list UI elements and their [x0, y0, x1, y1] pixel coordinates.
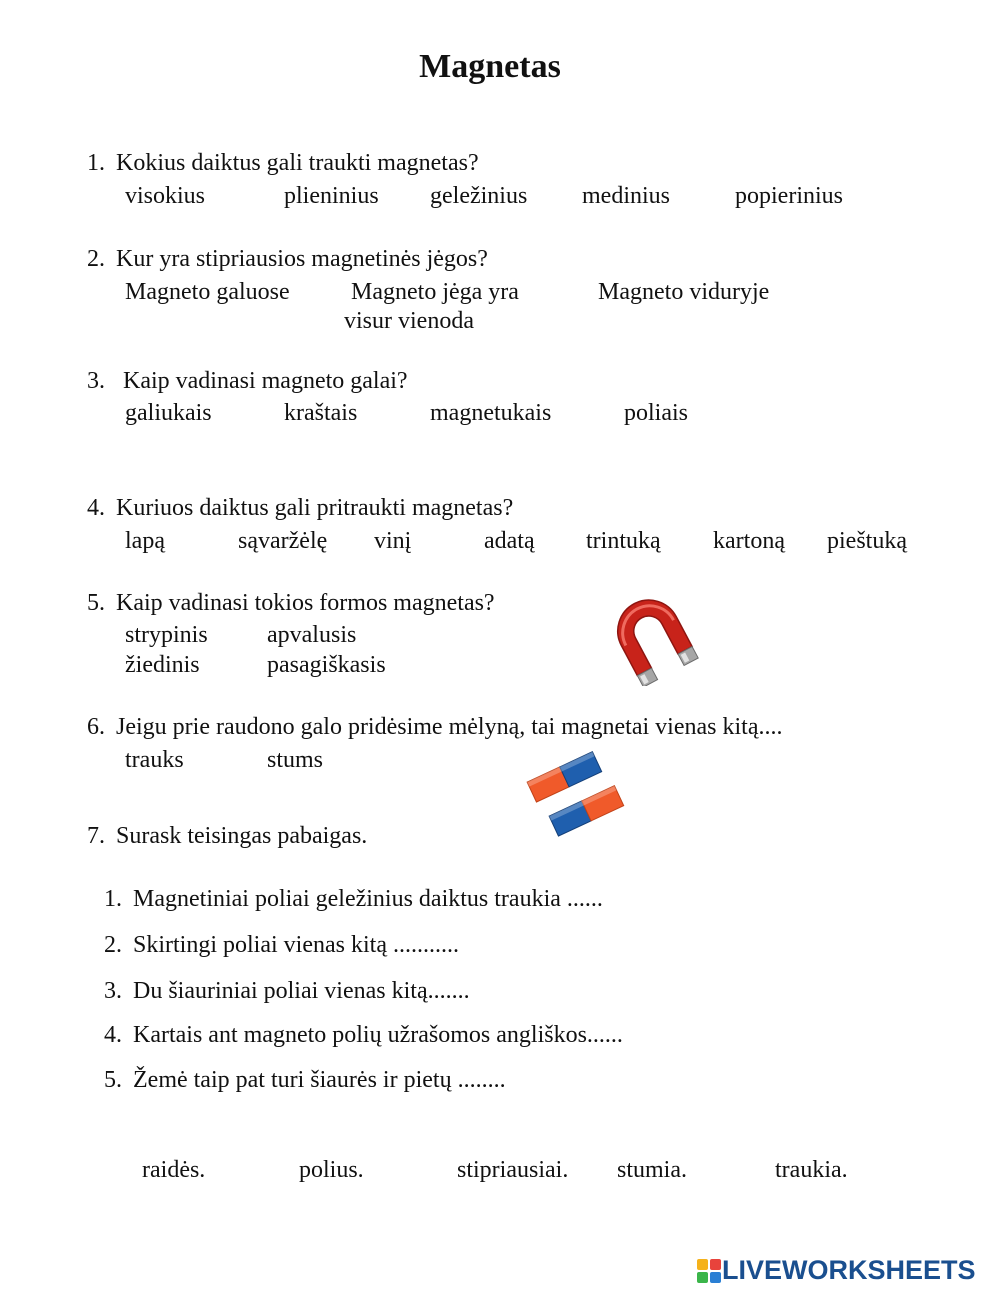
subitem-2-number: 2.	[104, 932, 122, 958]
q4-option-savarzele[interactable]: sąvaržėlę	[238, 528, 328, 554]
q3-option-magnetukais[interactable]: magnetukais	[430, 400, 552, 426]
q4-option-adata[interactable]: adatą	[484, 528, 535, 554]
question-6-text: Jeigu prie raudono galo pridėsime mėlyną, tai magnetai vienas kitą....	[116, 714, 783, 740]
question-1-text: Kokius daiktus gali traukti magnetas?	[116, 150, 479, 176]
q5-option-apvalusis[interactable]: apvalusis	[267, 622, 357, 648]
answer-raides[interactable]: raidės.	[142, 1157, 206, 1183]
q1-option-popierinius[interactable]: popierinius	[735, 183, 843, 209]
question-2-text: Kur yra stipriausios magnetinės jėgos?	[116, 246, 488, 272]
subitem-4-number: 4.	[104, 1022, 122, 1048]
q1-option-gelezinius[interactable]: geležinius	[430, 183, 528, 209]
q6-option-trauks[interactable]: trauks	[125, 747, 184, 773]
liveworksheets-logo: LIVEWORKSHEETS	[722, 1255, 976, 1285]
q1-option-visokius[interactable]: visokius	[125, 183, 206, 209]
subitem-3-number: 3.	[104, 978, 122, 1004]
question-4-number: 4.	[87, 495, 105, 521]
answer-polius[interactable]: polius.	[299, 1157, 364, 1183]
question-1-number: 1.	[87, 150, 105, 176]
q2-option-viduryje[interactable]: Magneto viduryje	[598, 279, 770, 305]
answer-stipriausiai[interactable]: stipriausiai.	[457, 1157, 569, 1183]
subitem-4-text[interactable]: Kartais ant magneto polių užrašomos angliškos......	[133, 1022, 623, 1048]
q1-option-medinius[interactable]: medinius	[582, 183, 670, 209]
q2-option-visur-line1[interactable]: Magneto jėga yra	[351, 279, 519, 305]
bar-magnets-image	[524, 748, 628, 838]
liveworksheets-logo-icon	[697, 1259, 721, 1283]
q2-option-visur-line2[interactable]: visur vienoda	[344, 308, 474, 334]
q4-option-vini[interactable]: vinį	[374, 528, 412, 554]
horseshoe-magnet-image	[594, 592, 712, 686]
subitem-3-text[interactable]: Du šiauriniai poliai vienas kitą.......	[133, 978, 470, 1004]
question-3-text: Kaip vadinasi magneto galai?	[123, 368, 408, 394]
q3-option-poliais[interactable]: poliais	[624, 400, 688, 426]
q4-option-kartona[interactable]: kartoną	[713, 528, 785, 554]
subitem-5-text[interactable]: Žemė taip pat turi šiaurės ir pietų ........	[133, 1067, 506, 1093]
page-title: Magnetas	[419, 48, 561, 85]
answer-traukia[interactable]: traukia.	[775, 1157, 848, 1183]
q4-option-lapa[interactable]: lapą	[125, 528, 165, 554]
question-6-number: 6.	[87, 714, 105, 740]
subitem-1-number: 1.	[104, 886, 122, 912]
question-5-number: 5.	[87, 590, 105, 616]
q5-option-strypinis[interactable]: strypinis	[125, 622, 208, 648]
q5-option-ziedinis[interactable]: žiedinis	[125, 652, 200, 678]
q3-option-krastais[interactable]: kraštais	[284, 400, 358, 426]
q1-option-plieninius[interactable]: plieninius	[284, 183, 379, 209]
subitem-2-text[interactable]: Skirtingi poliai vienas kitą ...........	[133, 932, 459, 958]
q4-option-piestuka[interactable]: pieštuką	[827, 528, 907, 554]
question-3-number: 3.	[87, 368, 105, 394]
q3-option-galiukais[interactable]: galiukais	[125, 400, 212, 426]
question-5-text: Kaip vadinasi tokios formos magnetas?	[116, 590, 495, 616]
question-2-number: 2.	[87, 246, 105, 272]
q2-option-galuose[interactable]: Magneto galuose	[125, 279, 290, 305]
q6-option-stums[interactable]: stums	[267, 747, 324, 773]
question-7-number: 7.	[87, 823, 105, 849]
q5-option-pasagiskasis[interactable]: pasagiškasis	[267, 652, 386, 678]
subitem-1-text[interactable]: Magnetiniai poliai geležinius daiktus traukia ......	[133, 886, 603, 912]
answer-stumia[interactable]: stumia.	[617, 1157, 687, 1183]
q4-option-trintuka[interactable]: trintuką	[586, 528, 661, 554]
question-7-text: Surask teisingas pabaigas.	[116, 823, 368, 849]
question-4-text: Kuriuos daiktus gali pritraukti magnetas?	[116, 495, 514, 521]
subitem-5-number: 5.	[104, 1067, 122, 1093]
